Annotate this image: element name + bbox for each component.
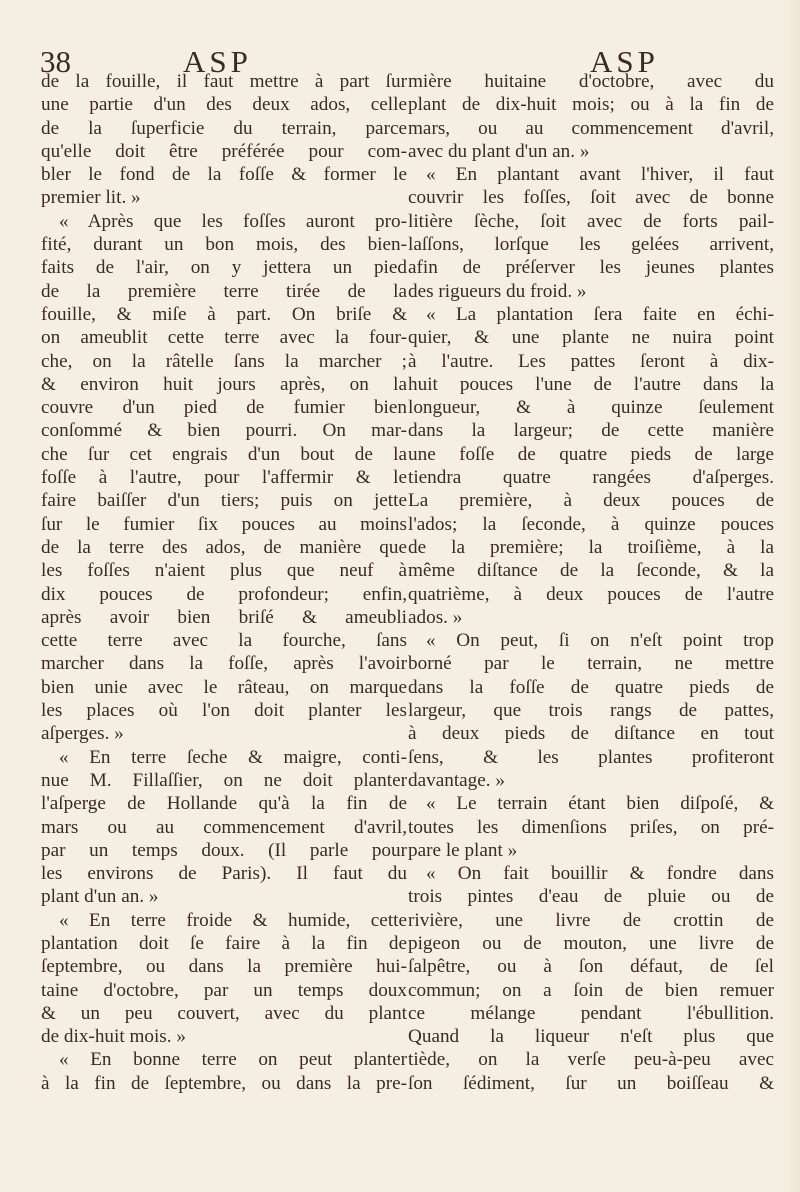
text-line: couvre d'un pied de fumier bien: [41, 397, 407, 419]
text-line: plantation doit ſe faire à la fin de: [41, 932, 407, 954]
text-line: « On peut, ſi on n'eſt point trop: [426, 630, 774, 652]
text-line: bien unie avec le râteau, on marque: [41, 676, 407, 698]
text-line: « En terre ſeche & maigre, conti-: [59, 746, 407, 768]
text-line: La première, à deux pouces de: [408, 490, 774, 512]
text-line: nue M. Fillaſſier, on ne doit planter: [41, 769, 407, 791]
text-line: plant de dix-huit mois; ou à la fin de: [408, 94, 774, 116]
text-line: mars ou au commencement d'avril,: [41, 816, 407, 838]
text-line: par un temps doux. (Il parle pour: [41, 839, 407, 861]
text-line: faits de l'air, on y jettera un pied: [41, 257, 407, 279]
text-line: taine d'octobre, par un temps doux: [41, 979, 407, 1001]
text-line: huit pouces l'une de l'autre dans la: [408, 373, 774, 395]
text-line: couvrir les foſſes, ſoit avec de bonne: [408, 187, 774, 209]
text-line: avec du plant d'un an. »: [408, 140, 590, 162]
text-line: tiendra quatre rangées d'aſperges.: [408, 467, 774, 489]
text-line: ſens, & les plantes profiteront: [408, 746, 774, 768]
page-edge: [786, 0, 800, 1192]
text-line: « On fait bouillir & fondre dans: [426, 863, 774, 885]
text-line: une foſſe de quatre pieds de large: [408, 443, 774, 465]
text-line: pigeon ou de mouton, une livre de: [408, 932, 774, 954]
text-line: de la ſuperficie du terrain, parce: [41, 117, 407, 139]
text-line: ados. »: [408, 606, 463, 628]
text-line: borné par le terrain, ne mettre: [408, 653, 774, 675]
text-line: les places où l'on doit planter les: [41, 700, 407, 722]
text-line: toutes les dimenſions priſes, on pré-: [408, 816, 774, 838]
text-line: de dix-huit mois. »: [41, 1026, 186, 1048]
text-line: plant d'un an. »: [41, 886, 159, 908]
text-line: laſſons, lorſque les gelées arrivent,: [408, 234, 774, 256]
text-line: après avoir bien briſé & ameubli: [41, 606, 407, 628]
text-line: mière huitaine d'octobre, avec du: [408, 71, 774, 92]
text-line: trois pintes d'eau de pluie ou de: [408, 886, 774, 908]
text-line: à l'autre. Les pattes ſeront à dix-: [408, 350, 774, 372]
text-line: dans la largeur; de cette manière: [408, 420, 774, 442]
text-line: de la terre des ados, de manière que: [41, 536, 407, 558]
text-line: fouille, & miſe à part. On briſe &: [41, 303, 407, 325]
text-line: de la fouille, il faut mettre à part ſur: [41, 71, 407, 92]
text-line: à deux pieds de diſtance en tout: [408, 723, 774, 745]
left-column: [41, 70, 407, 1095]
text-line: ſon ſédiment, ſur un boiſſeau &: [408, 1072, 774, 1094]
text-line: longueur, & à quinze ſeulement: [408, 397, 774, 419]
text-line: marcher dans la foſſe, après l'avoir: [41, 653, 407, 675]
text-line: & un peu couvert, avec du plant: [41, 1002, 407, 1024]
text-line: tiède, on la verſe peu-à-peu avec: [408, 1049, 774, 1071]
text-line: les foſſes n'aient plus que neuf à: [41, 560, 407, 582]
text-line: ſalpêtre, ou à ſon défaut, de ſel: [408, 956, 774, 978]
text-line: « En terre froide & humide, cette: [59, 909, 407, 931]
text-line: premier lit. »: [41, 187, 141, 209]
text-line: ſur le fumier ſix pouces au moins: [41, 513, 407, 535]
text-line: largeur, que trois rangs de pattes,: [408, 700, 774, 722]
text-line: « Après que les foſſes auront pro-: [59, 210, 407, 232]
running-head-left: ASP: [183, 44, 252, 79]
text-line: des rigueurs du froid. »: [408, 280, 587, 302]
text-line: ce mélange pendant l'ébullition.: [408, 1002, 774, 1024]
text-line: de la première terre tirée de la: [41, 280, 407, 302]
text-line: quatrième, à deux pouces de l'autre: [408, 583, 774, 605]
text-line: che ſur cet engrais d'un bout de la: [41, 443, 407, 465]
text-line: les environs de Paris). Il faut du: [41, 863, 407, 885]
text-line: dans la foſſe de quatre pieds de: [408, 676, 774, 698]
text-line: afin de préſerver les jeunes plantes: [408, 257, 774, 279]
text-line: commun; on a ſoin de bien remuer: [408, 979, 774, 1001]
right-column: [408, 70, 774, 1095]
text-line: fité, durant un bon mois, des bien-: [41, 234, 407, 256]
text-line: che, on la râtelle ſans la marcher ;: [41, 350, 407, 372]
text-line: « La plantation ſera faite en échi-: [426, 303, 774, 325]
text-line: rivière, une livre de crottin de: [408, 909, 774, 931]
running-head-right: ASP: [590, 44, 659, 79]
text-line: ſeptembre, ou dans la première hui-: [41, 956, 407, 978]
text-line: de la première; la troiſième, à la: [408, 536, 774, 558]
page-number: 38: [40, 44, 71, 79]
text-line: même diſtance de la ſeconde, & la: [408, 560, 774, 582]
text-line: davantage. »: [408, 769, 505, 791]
text-line: conſommé & bien pourri. On mar-: [41, 420, 407, 442]
text-line: Quand la liqueur n'eſt plus que: [408, 1026, 774, 1048]
text-line: « Le terrain étant bien diſpoſé, &: [426, 793, 774, 815]
text-line: litière ſèche, ſoit avec de forts pail-: [408, 210, 774, 232]
text-line: « En bonne terre on peut planter: [59, 1049, 407, 1071]
text-line: une partie d'un des deux ados, celle: [41, 94, 407, 116]
text-line: « En plantant avant l'hiver, il faut: [426, 164, 774, 186]
text-line: mars, ou au commencement d'avril,: [408, 117, 774, 139]
text-line: aſperges. »: [41, 723, 124, 745]
text-line: bler le fond de la foſſe & former le: [41, 164, 407, 186]
text-line: pare le plant »: [408, 839, 518, 861]
text-line: faire baiſſer d'un tiers; puis on jette: [41, 490, 407, 512]
text-line: l'ados; la ſeconde, à quinze pouces: [408, 513, 774, 535]
text-line: qu'elle doit être préférée pour com-: [41, 140, 407, 162]
text-line: on ameublit cette terre avec la four-: [41, 327, 407, 349]
text-line: & environ huit jours après, on la: [41, 373, 407, 395]
text-line: à la fin de ſeptembre, ou dans la pre-: [41, 1072, 407, 1094]
text-line: foſſe à l'autre, pour l'affermir & le: [41, 467, 407, 489]
text-line: dix pouces de profondeur; enfin,: [41, 583, 407, 605]
text-line: l'aſperge de Hollande qu'à la fin de: [41, 793, 407, 815]
text-line: quier, & une plante ne nuira point: [408, 327, 774, 349]
text-line: cette terre avec la fourche, ſans: [41, 630, 407, 652]
